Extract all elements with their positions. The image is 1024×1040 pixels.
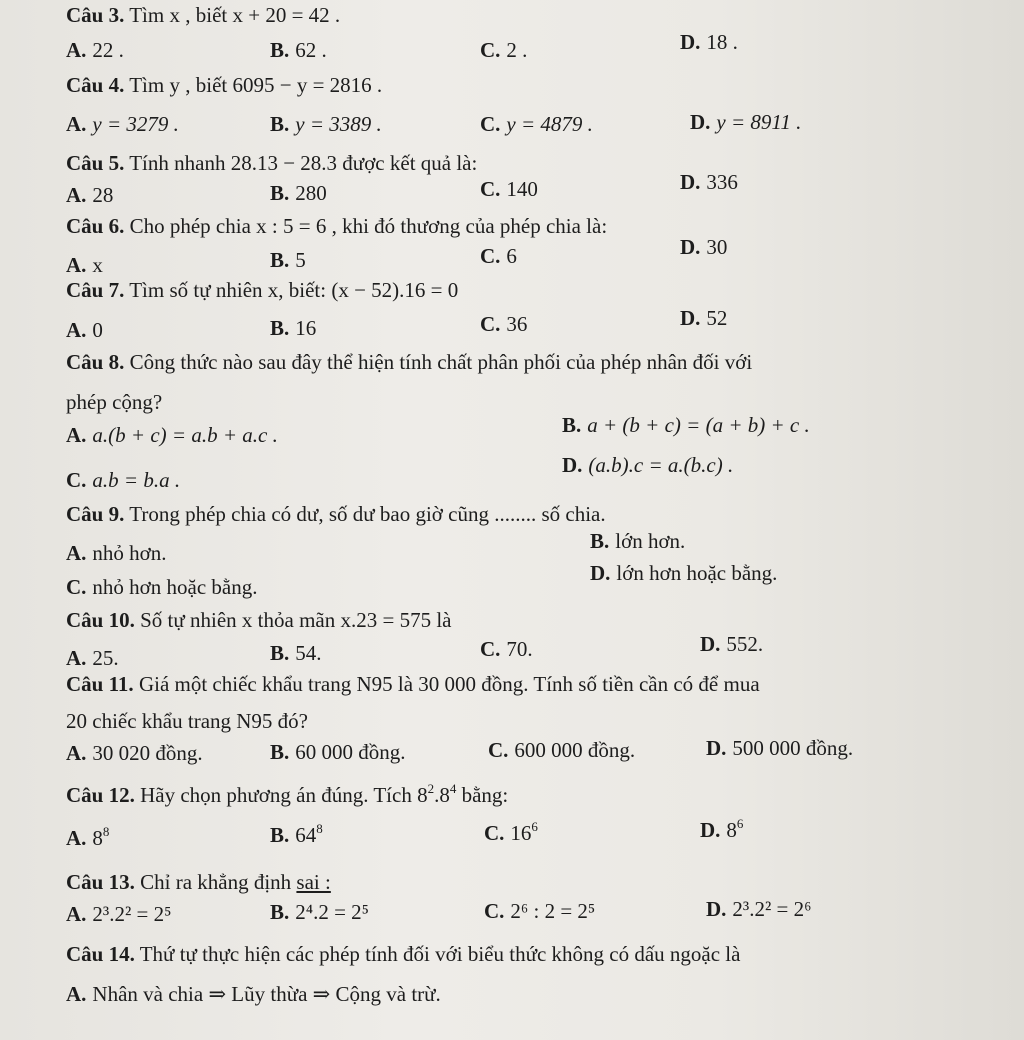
- q11-option-a: A. 30 020 đồng.: [66, 741, 203, 765]
- question-7: Câu 7. Tìm số tự nhiên x, biết: (x − 52).16 = 0: [66, 278, 459, 302]
- question-4: Câu 4. Tìm y , biết 6095 − y = 2816 .: [66, 73, 383, 97]
- q5-option-d: D. 336: [680, 170, 738, 194]
- q13-option-c: C. 2⁶ : 2 = 2⁵: [484, 899, 596, 923]
- q11-option-d: D. 500 000 đồng.: [706, 736, 854, 760]
- q8-option-c: C. a.b = b.a .: [66, 468, 181, 492]
- q10-option-b: B. 54.: [270, 641, 322, 665]
- q9-option-d: D. lớn hơn hoặc bằng.: [590, 561, 778, 585]
- q9-option-a: A. nhỏ hơn.: [66, 541, 167, 565]
- q6-option-c: C. 6: [480, 244, 517, 268]
- q5-option-b: B. 280: [270, 181, 327, 205]
- question-5: Câu 5. Tính nhanh 28.13 − 28.3 được kết quả là:: [66, 151, 478, 175]
- question-12: Câu 12. Hãy chọn phương án đúng. Tích $8^2.8^4$ bằng:: [66, 781, 509, 807]
- q13-option-b: B. 2⁴.2 = 2⁵: [270, 900, 370, 924]
- question-8-cont: phép cộng?: [66, 390, 163, 414]
- q6-option-b: B. 5: [270, 248, 306, 272]
- q9-option-b: B. lớn hơn.: [590, 529, 686, 553]
- q13-option-d: D. 2³.2² = 2⁶: [706, 897, 812, 921]
- q12-option-d: D. $8^6$: [700, 816, 744, 842]
- q3-option-a: A. 22 .: [66, 38, 124, 62]
- q12-option-c: C. $16^6$: [484, 819, 538, 845]
- q8-option-d: D. (a.b).c = a.(b.c) .: [562, 453, 734, 477]
- q13-option-a: A. 2³.2² = 2⁵: [66, 902, 172, 926]
- question-14: Câu 14. Thứ tự thực hiện các phép tính đối với biểu thức không có dấu ngoặc là: [66, 942, 741, 966]
- q4-option-c: C. y = 4879 .: [480, 112, 593, 136]
- q10-option-d: D. 552.: [700, 632, 764, 656]
- q10-option-c: C. 70.: [480, 637, 533, 661]
- q11-option-b: B. 60 000 đồng.: [270, 740, 406, 764]
- question-8: Câu 8. Công thức nào sau đây thể hiện tính chất phân phối của phép nhân đối với: [66, 350, 753, 374]
- q6-option-d: D. 30: [680, 235, 728, 259]
- q3-option-c: C. 2 .: [480, 38, 528, 62]
- q4-option-d: D. y = 8911 .: [690, 110, 802, 134]
- q8-option-a: A. a.(b + c) = a.b + a.c .: [66, 423, 278, 447]
- q4-option-a: A. y = 3279 .: [66, 112, 179, 136]
- q10-option-a: A. 25.: [66, 646, 119, 670]
- q9-option-c: C. nhỏ hơn hoặc bằng.: [66, 575, 258, 599]
- question-11: Câu 11. Giá một chiếc khẩu trang N95 là 30 000 đồng. Tính số tiền cần có để mua: [66, 672, 760, 696]
- q7-option-b: B. 16: [270, 316, 317, 340]
- q3-option-b: B. 62 .: [270, 38, 327, 62]
- question-9: Câu 9. Trong phép chia có dư, số dư bao giờ cũng ........ số chia.: [66, 502, 606, 526]
- q7-option-d: D. 52: [680, 306, 728, 330]
- q5-option-c: C. 140: [480, 177, 538, 201]
- q5-option-a: A. 28: [66, 183, 114, 207]
- question-10: Câu 10. Số tự nhiên x thỏa mãn x.23 = 575 là: [66, 608, 452, 632]
- q11-option-c: C. 600 000 đồng.: [488, 738, 636, 762]
- q7-option-a: A. 0: [66, 318, 103, 342]
- q12-option-b: B. $64^8$: [270, 821, 323, 847]
- q6-option-a: A. x: [66, 253, 103, 277]
- q14-option-a: A. Nhân và chia ⇒ Lũy thừa ⇒ Cộng và trừ.: [66, 982, 441, 1006]
- question-6: Câu 6. Cho phép chia x : 5 = 6 , khi đó thương của phép chia là:: [66, 214, 608, 238]
- q12-option-a: A. $8^8$: [66, 824, 110, 850]
- question-11-cont: 20 chiếc khẩu trang N95 đó?: [66, 709, 309, 733]
- q7-option-c: C. 36: [480, 312, 528, 336]
- q4-option-b: B. y = 3389 .: [270, 112, 382, 136]
- q3-option-d: D. 18 .: [680, 30, 738, 54]
- q8-option-b: B. a + (b + c) = (a + b) + c .: [562, 413, 810, 437]
- question-3: Câu 3. Tìm x , biết x + 20 = 42 .: [66, 3, 341, 27]
- question-13: Câu 13. Chỉ ra khẳng định sai :: [66, 870, 331, 894]
